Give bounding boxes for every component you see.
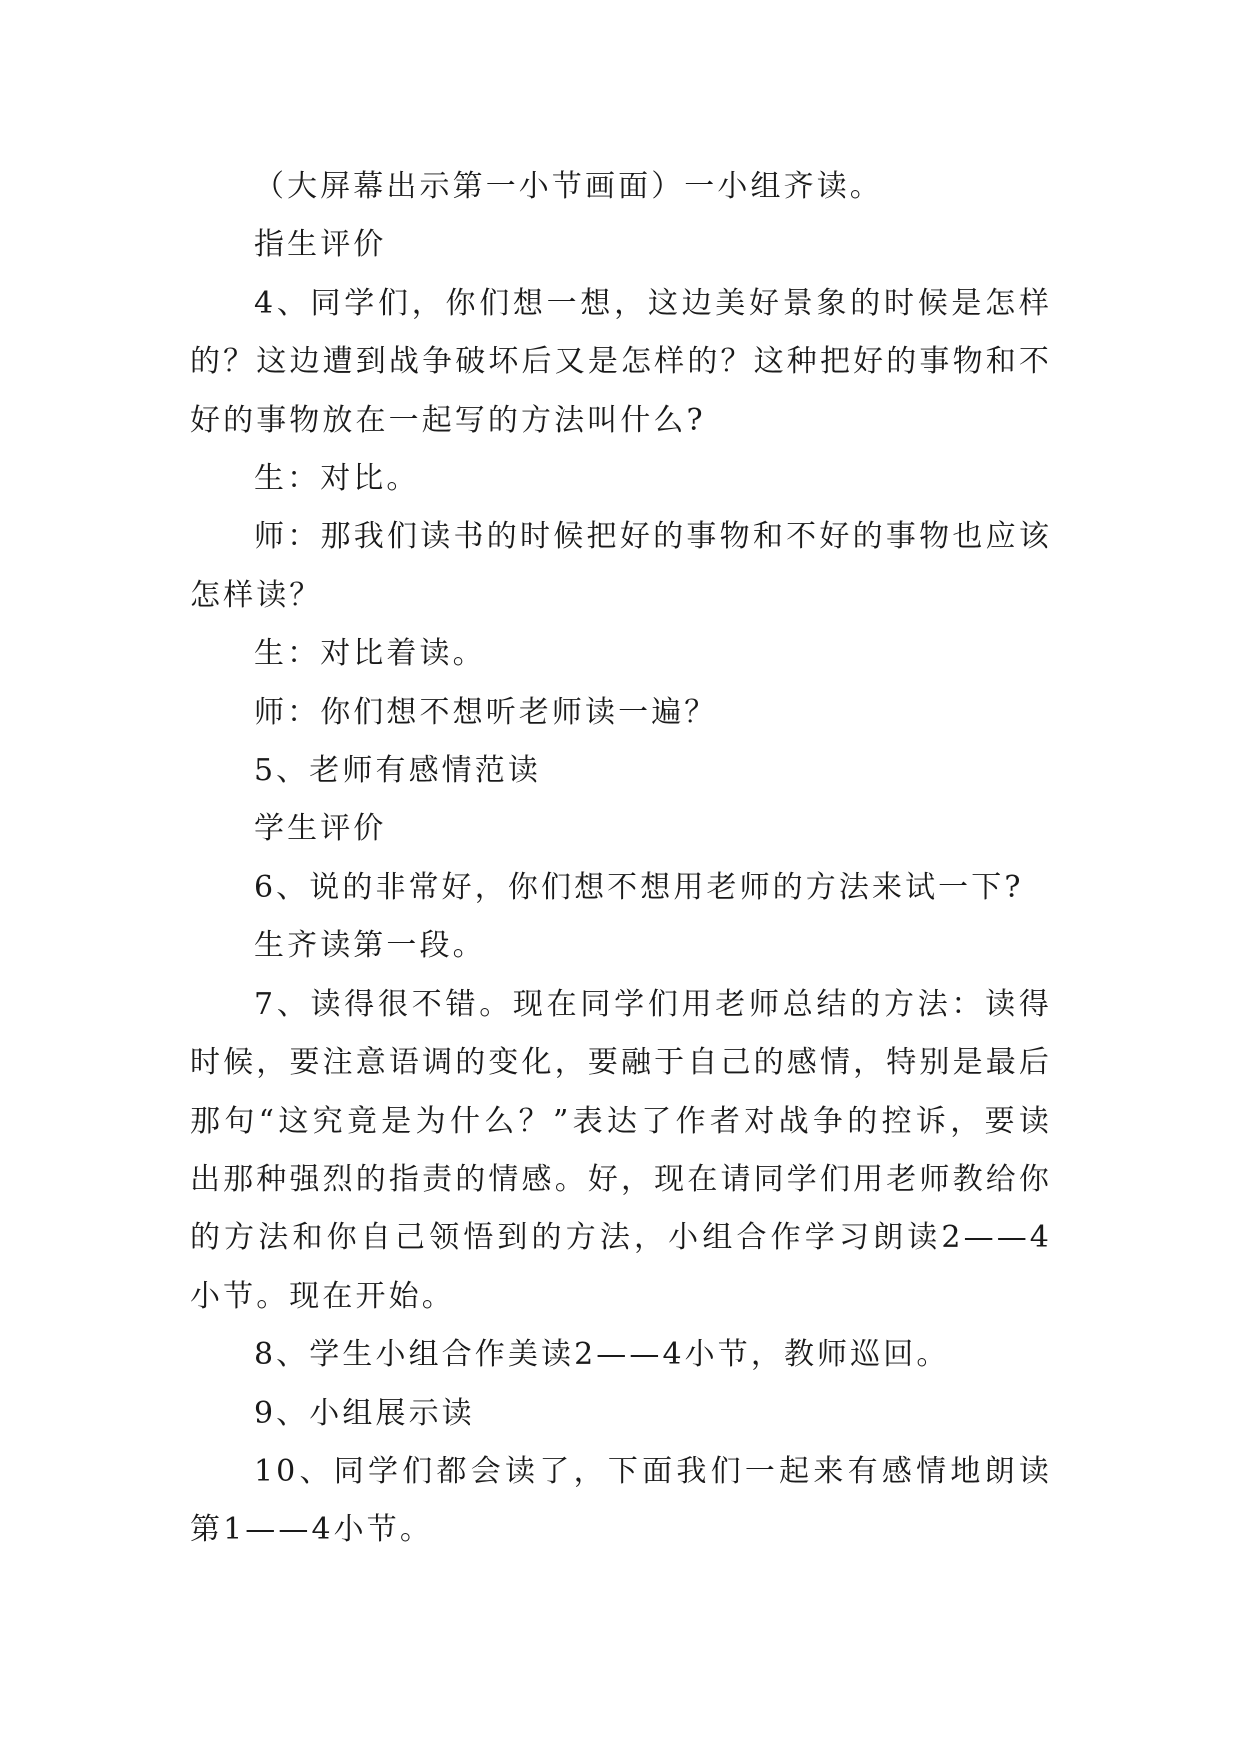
paragraph: 指生评价 <box>254 227 387 263</box>
paragraph: 师：那我们读书的时候把好的事物和不好的事物也应该怎样读？ <box>190 519 1052 613</box>
paragraph: 生：对比。 <box>254 461 420 497</box>
paragraph: 10、同学们都会读了，下面我们一起来有感情地朗读第1——4小节。 <box>190 1453 1052 1548</box>
paragraph: 师：你们想不想听老师读一遍？ <box>254 694 718 730</box>
paragraph: 8、学生小组合作美读2——4小节，教师巡回。 <box>254 1337 950 1373</box>
paragraph: 6、说的非常好，你们想不想用老师的方法来试一下? <box>254 869 1024 905</box>
paragraph: 生：对比着读。 <box>254 636 486 672</box>
paragraph: 9、小组展示读 <box>254 1395 475 1431</box>
paragraph: 7、读得很不错。现在同学们用老师总结的方法：读得时候，要注意语调的变化，要融于自己的感情，特别是最后那句“这究竟是为什么？”表达了作者对战争的控诉，要读出那种强烈的指责的情感。好，现在请同学们用老师教给你的方法和你自己领悟到的方法，小组合作学习朗读2——4小节。现在开始。 <box>190 986 1052 1314</box>
paragraph: 5、老师有感情范读 <box>254 753 541 789</box>
document-body <box>190 158 1052 1560</box>
paragraph: （大屏幕出示第一小节画面）一小组齐读。 <box>254 169 883 204</box>
paragraph: 4、同学们，你们想一想，这边美好景象的时候是怎样的？这边遭到战争破坏后又是怎样的？这种把好的事物和不好的事物放在一起写的方法叫什么? <box>190 285 1052 438</box>
paragraph: 学生评价 <box>254 811 387 847</box>
paragraph: 生齐读第一段。 <box>254 928 486 964</box>
